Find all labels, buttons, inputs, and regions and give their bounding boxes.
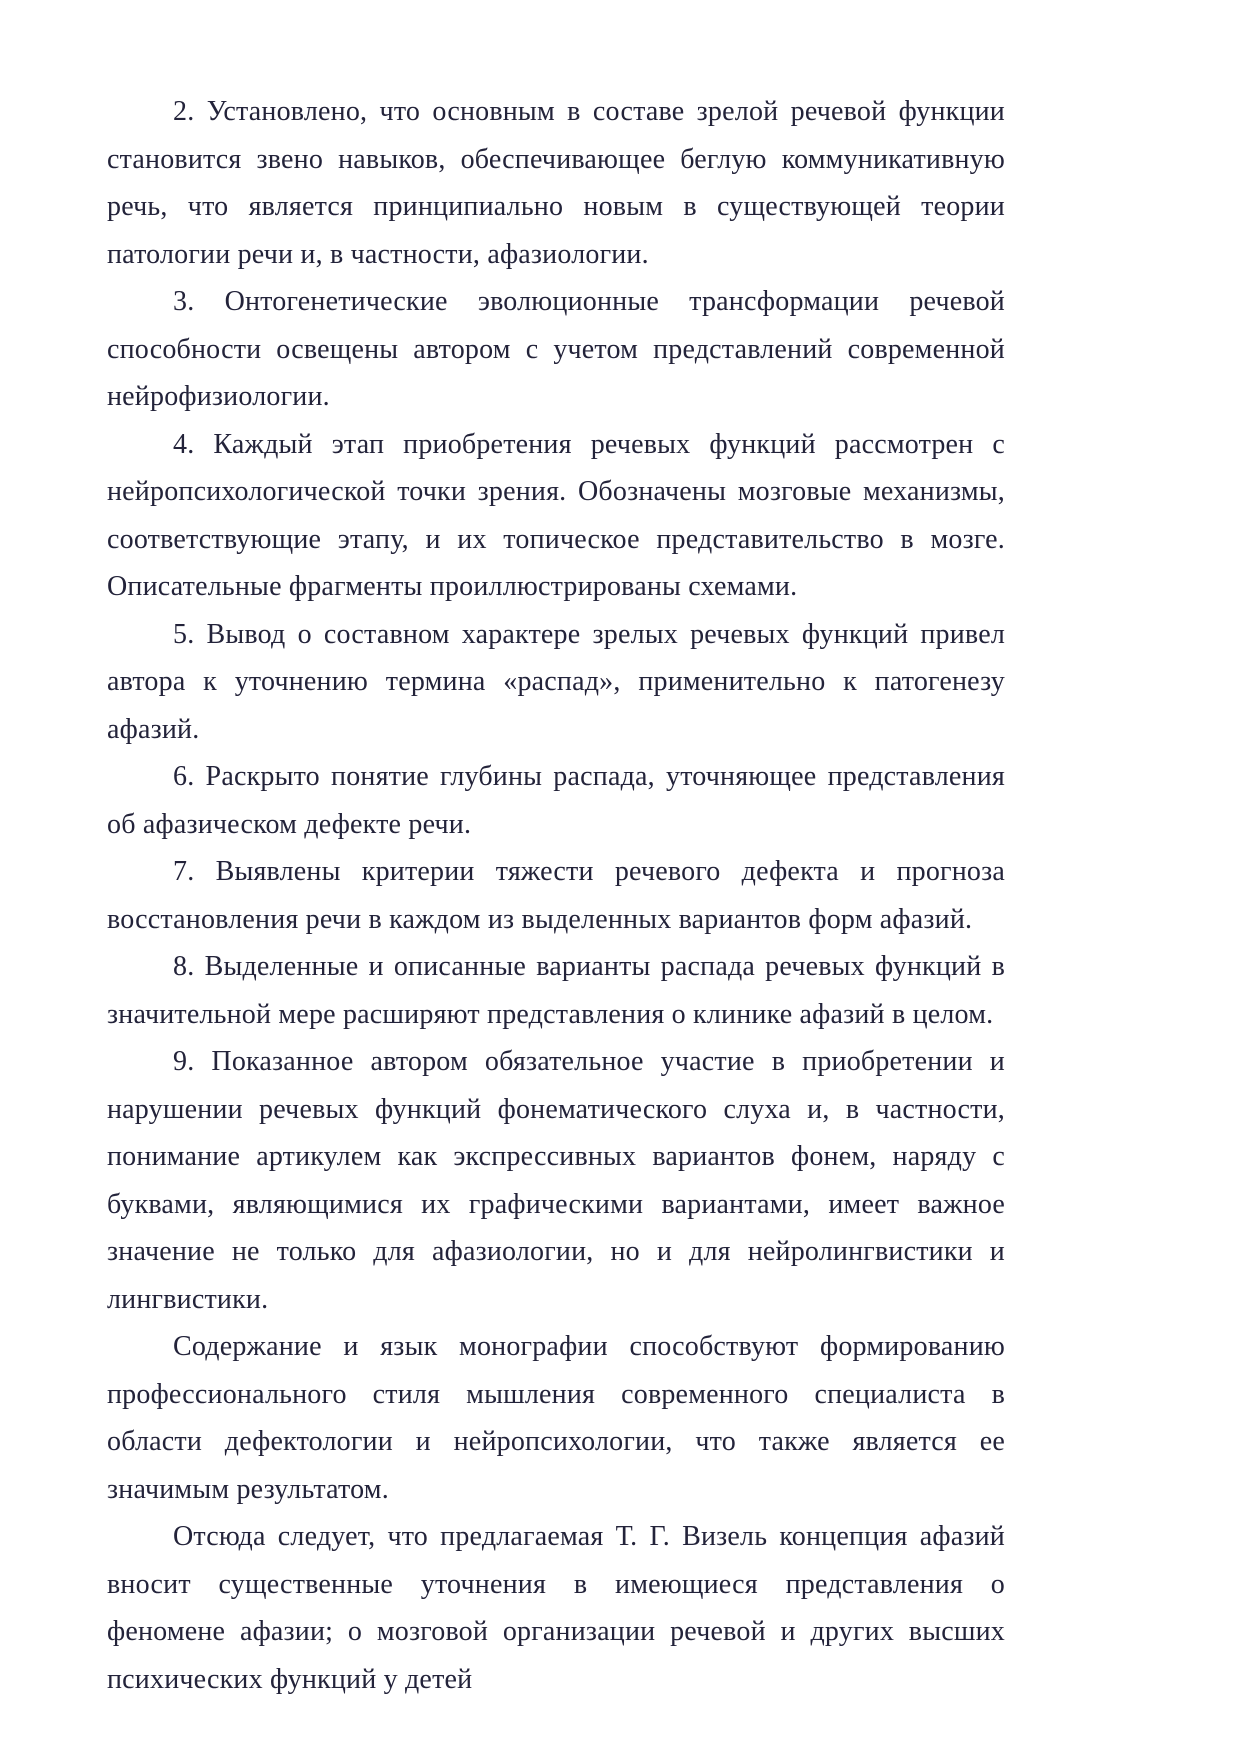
paragraph-conclusion-style: Содержание и язык монографии способствуют формированию профессионального стиля мышления современного специалиста в области дефектологии и нейропсихологии, что также является ее значимым результатом. <box>107 1331 1005 1505</box>
paragraph-item-7: 7. Выявлены критерии тяжести речевого дефекта и прогноза восстановления речи в каждом из выделенных вариантов форм афазий. <box>107 856 1005 935</box>
paragraph-item-9: 9. Показанное автором обязательное участие в приобретении и нарушении речевых функций фонематического слуха и, в частности, понимание артикулем как экспрессивных вариантов фонем, наряду с буквами, являющимися их графическими вариантами, имеет важное значение не только для афазиологии, но и для нейролингвистики и лингвистики. <box>107 1046 1005 1315</box>
paragraph-conclusion-final: Отсюда следует, что предлагаемая Т. Г. Визель концепция афазий вносит существенные уточнения в имеющиеся представления о феномене афазии; о мозговой организации речевой и других высших психических функций у детей <box>107 1521 1005 1695</box>
paragraph-item-4: 4. Каждый этап приобретения речевых функций рассмотрен с нейропсихологической точки зрения. Обозначены мозговые механизмы, соответствующие этапу, и их топическое представительство в мозге. Описательные фрагменты проиллюстрированы схемами. <box>107 428 1005 602</box>
paragraph-item-5: 5. Вывод о составном характере зрелых речевых функций привел автора к уточнению термина «распад», применительно к патогенезу афазий. <box>107 618 1005 745</box>
paragraph-item-8: 8. Выделенные и описанные варианты распада речевых функций в значительной мере расширяют представления о клинике афазий в целом. <box>107 951 1005 1030</box>
paragraph-item-6: 6. Раскрыто понятие глубины распада, уточняющее представления об афазическом дефекте речи. <box>107 761 1005 840</box>
paragraph-item-2: 2. Установлено, что основным в составе зрелой речевой функции становится звено навыков, обеспечивающее беглую коммуникативную речь, что является принципиально новым в существующей теории патологии речи и, в частности, афазиологии. <box>107 96 1005 270</box>
document-body <box>107 88 1005 1703</box>
paragraph-item-3: 3. Онтогенетические эволюционные трансформации речевой способности освещены автором с учетом представлений современной нейрофизиологии. <box>107 286 1005 412</box>
